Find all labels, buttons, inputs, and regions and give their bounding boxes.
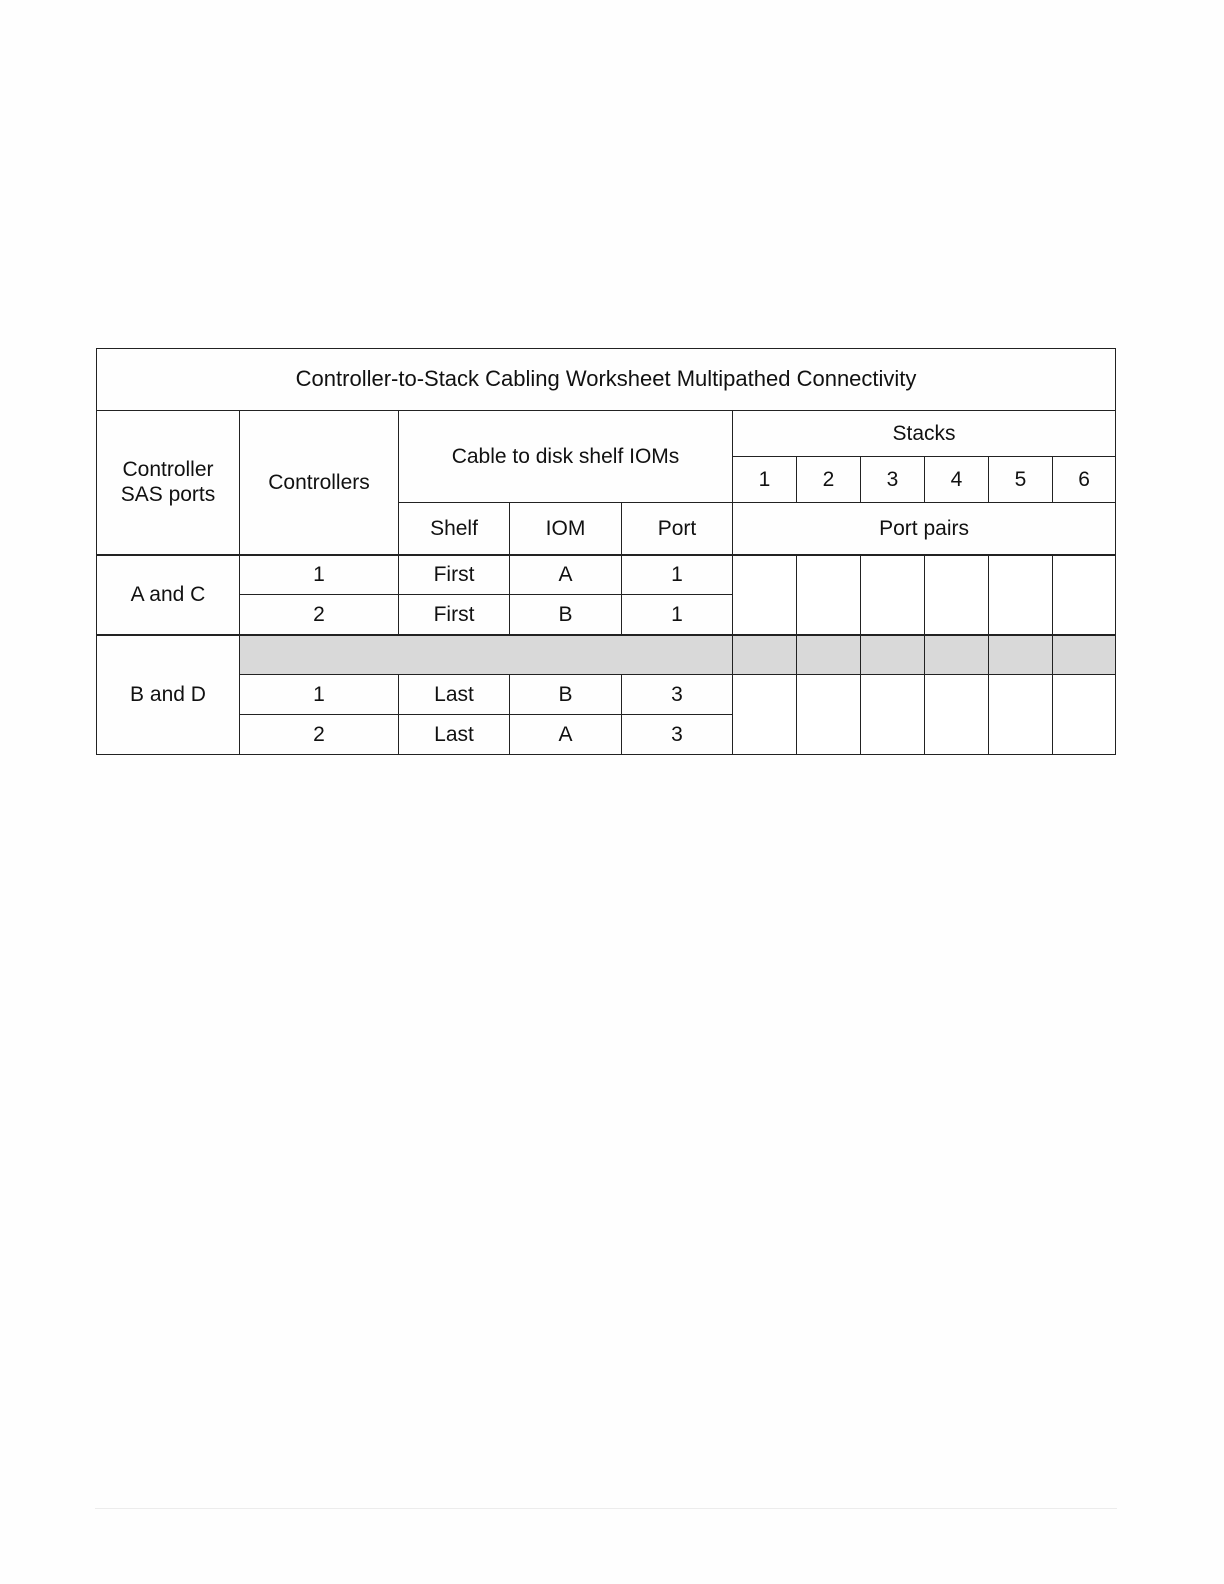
separator-cell (989, 635, 1053, 675)
header-shelf: Shelf (399, 503, 510, 555)
shelf-cell: Last (399, 715, 510, 755)
separator-cell (925, 635, 989, 675)
cabling-worksheet-table (96, 348, 1116, 755)
separator-row (97, 635, 1116, 675)
stack-number: 1 (733, 457, 797, 503)
port-pair-entry-cell[interactable] (1053, 555, 1116, 635)
port-pair-entry-cell[interactable] (733, 555, 797, 635)
port-cell: 1 (622, 555, 733, 595)
iom-cell: A (510, 715, 622, 755)
stack-number: 6 (1053, 457, 1116, 503)
controller-cell: 1 (240, 555, 399, 595)
stack-number: 4 (925, 457, 989, 503)
worksheet-title: Controller-to-Stack Cabling Worksheet Multipathed Connectivity (97, 349, 1116, 411)
separator-cell (797, 635, 861, 675)
port-pair-entry-cell[interactable] (797, 555, 861, 635)
port-pair-entry-cell[interactable] (989, 675, 1053, 755)
port-cell: 3 (622, 715, 733, 755)
separator-cell (240, 635, 733, 675)
table-row (97, 555, 1116, 595)
controller-cell: 1 (240, 675, 399, 715)
port-pair-entry-cell[interactable] (861, 675, 925, 755)
separator-cell (861, 635, 925, 675)
sas-ports-cell: B and D (97, 635, 240, 755)
separator-cell (733, 635, 797, 675)
port-pair-entry-cell[interactable] (861, 555, 925, 635)
header-iom: IOM (510, 503, 622, 555)
header-sas-ports-label: Controller SAS ports (120, 458, 216, 507)
port-pair-entry-cell[interactable] (797, 675, 861, 755)
footer-divider (95, 1508, 1117, 1509)
stack-number: 2 (797, 457, 861, 503)
shelf-cell: Last (399, 675, 510, 715)
header-cable-to-disk-shelf: Cable to disk shelf IOMs (399, 411, 733, 503)
port-pair-entry-cell[interactable] (925, 555, 989, 635)
shelf-cell: First (399, 595, 510, 635)
sas-ports-cell: A and C (97, 555, 240, 635)
header-port: Port (622, 503, 733, 555)
iom-cell: B (510, 595, 622, 635)
port-pair-entry-cell[interactable] (733, 675, 797, 755)
stack-number: 3 (861, 457, 925, 503)
port-pair-entry-cell[interactable] (925, 675, 989, 755)
iom-cell: B (510, 675, 622, 715)
shelf-cell: First (399, 555, 510, 595)
stack-number: 5 (989, 457, 1053, 503)
header-controllers: Controllers (240, 411, 399, 555)
header-port-pairs: Port pairs (733, 503, 1116, 555)
iom-cell: A (510, 555, 622, 595)
port-cell: 1 (622, 595, 733, 635)
header-stacks: Stacks (733, 411, 1116, 457)
header-sas-ports (97, 411, 240, 555)
controller-cell: 2 (240, 715, 399, 755)
separator-cell (1053, 635, 1116, 675)
table-row (97, 675, 1116, 715)
controller-cell: 2 (240, 595, 399, 635)
port-pair-entry-cell[interactable] (1053, 675, 1116, 755)
port-cell: 3 (622, 675, 733, 715)
port-pair-entry-cell[interactable] (989, 555, 1053, 635)
